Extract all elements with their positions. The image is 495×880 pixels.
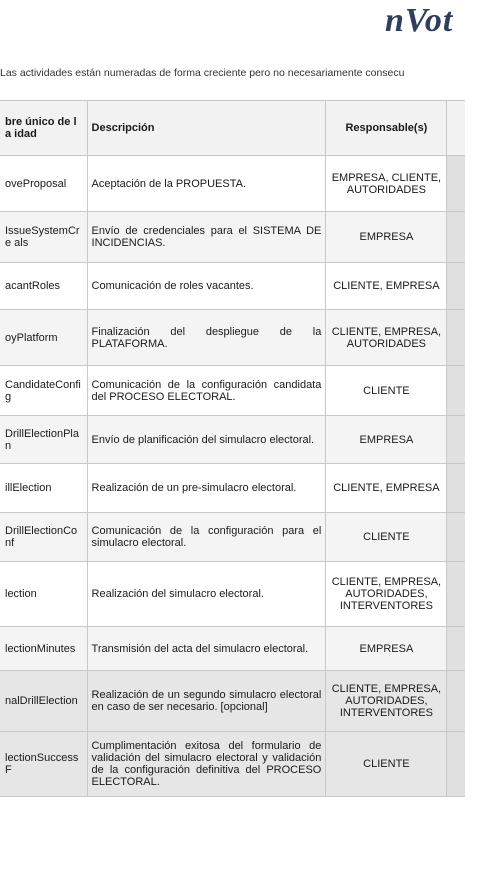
activity-name-cell: CandidateConfig — [0, 366, 87, 416]
header-extra-column — [447, 101, 465, 156]
activity-name-cell: lectionMinutes — [0, 627, 87, 671]
table-row — [0, 156, 465, 212]
activity-description-cell: Comunicación de la configuración para el simulacro electoral. — [87, 513, 326, 562]
activity-name-cell: oveProposal — [0, 156, 87, 212]
table-row — [0, 310, 465, 366]
activity-description-cell: Aceptación de la PROPUESTA. — [87, 156, 326, 212]
extra-column-cell — [447, 263, 465, 310]
table-row — [0, 212, 465, 263]
activity-responsible-cell: EMPRESA, CLIENTE, AUTORIDADES — [326, 156, 447, 212]
activity-description-cell: Envío de planificación del simulacro electoral. — [87, 416, 326, 464]
table-row — [0, 366, 465, 416]
activity-description-cell: Cumplimentación exitosa del formulario de validación del simulacro electoral y validación de la configuración definitiva del PROCESO ELECTORAL. — [87, 732, 326, 797]
extra-column-cell — [447, 732, 465, 797]
activity-description-cell: Finalización del despliegue de la PLATAFORMA. — [87, 310, 326, 366]
activity-name-cell: DrillElectionConf — [0, 513, 87, 562]
activity-name-cell: lection — [0, 562, 87, 627]
activities-table — [0, 100, 465, 797]
header-responsible: Responsable(s) — [326, 101, 447, 156]
activity-responsible-cell: CLIENTE — [326, 366, 447, 416]
table-row — [0, 562, 465, 627]
activity-name-cell: IssueSystemCre als — [0, 212, 87, 263]
activity-responsible-cell: CLIENTE, EMPRESA, AUTORIDADES, INTERVENTORES — [326, 671, 447, 732]
extra-column-cell — [447, 366, 465, 416]
activity-responsible-cell: CLIENTE, EMPRESA, AUTORIDADES — [326, 310, 447, 366]
extra-column-cell — [447, 416, 465, 464]
activity-description-cell: Transmisión del acta del simulacro electoral. — [87, 627, 326, 671]
header-activity-name: bre único de la idad — [0, 101, 87, 156]
extra-column-cell — [447, 464, 465, 513]
activity-description-cell: Comunicación de la configuración candidata del PROCESO ELECTORAL. — [87, 366, 326, 416]
activity-description-cell: Comunicación de roles vacantes. — [87, 263, 326, 310]
activity-responsible-cell: EMPRESA — [326, 416, 447, 464]
table-row — [0, 416, 465, 464]
activity-description-cell: Realización del simulacro electoral. — [87, 562, 326, 627]
activity-name-cell: acantRoles — [0, 263, 87, 310]
extra-column-cell — [447, 310, 465, 366]
table-row — [0, 732, 465, 797]
table-row — [0, 464, 465, 513]
activity-name-cell: DrillElectionPlan — [0, 416, 87, 464]
activity-name-cell: nalDrillElection — [0, 671, 87, 732]
table-row — [0, 263, 465, 310]
activity-responsible-cell: CLIENTE, EMPRESA — [326, 464, 447, 513]
table-row — [0, 627, 465, 671]
extra-column-cell — [447, 513, 465, 562]
activity-responsible-cell: CLIENTE, EMPRESA — [326, 263, 447, 310]
activity-description-cell: Realización de un pre-simulacro electoral. — [87, 464, 326, 513]
extra-column-cell — [447, 627, 465, 671]
activity-description-cell: Envío de credenciales para el SISTEMA DE INCIDENCIAS. — [87, 212, 326, 263]
table-row — [0, 513, 465, 562]
activity-responsible-cell: EMPRESA — [326, 212, 447, 263]
activity-responsible-cell: CLIENTE, EMPRESA, AUTORIDADES, INTERVENTORES — [326, 562, 447, 627]
extra-column-cell — [447, 212, 465, 263]
activity-name-cell: oyPlatform — [0, 310, 87, 366]
intro-text: Las actividades están numeradas de forma creciente pero no necesariamente consecu — [0, 67, 405, 79]
extra-column-cell — [447, 562, 465, 627]
extra-column-cell — [447, 671, 465, 732]
table-row — [0, 671, 465, 732]
extra-column-cell — [447, 156, 465, 212]
activity-name-cell: lectionSuccessF — [0, 732, 87, 797]
activity-responsible-cell: CLIENTE — [326, 513, 447, 562]
table-header-row — [0, 101, 465, 156]
activity-name-cell: illElection — [0, 464, 87, 513]
brand-logo: nVot — [385, 2, 454, 39]
activity-responsible-cell: CLIENTE — [326, 732, 447, 797]
activity-description-cell: Realización de un segundo simulacro electoral en caso de ser necesario. [opcional] — [87, 671, 326, 732]
header-description: Descripción — [87, 101, 326, 156]
activity-responsible-cell: EMPRESA — [326, 627, 447, 671]
